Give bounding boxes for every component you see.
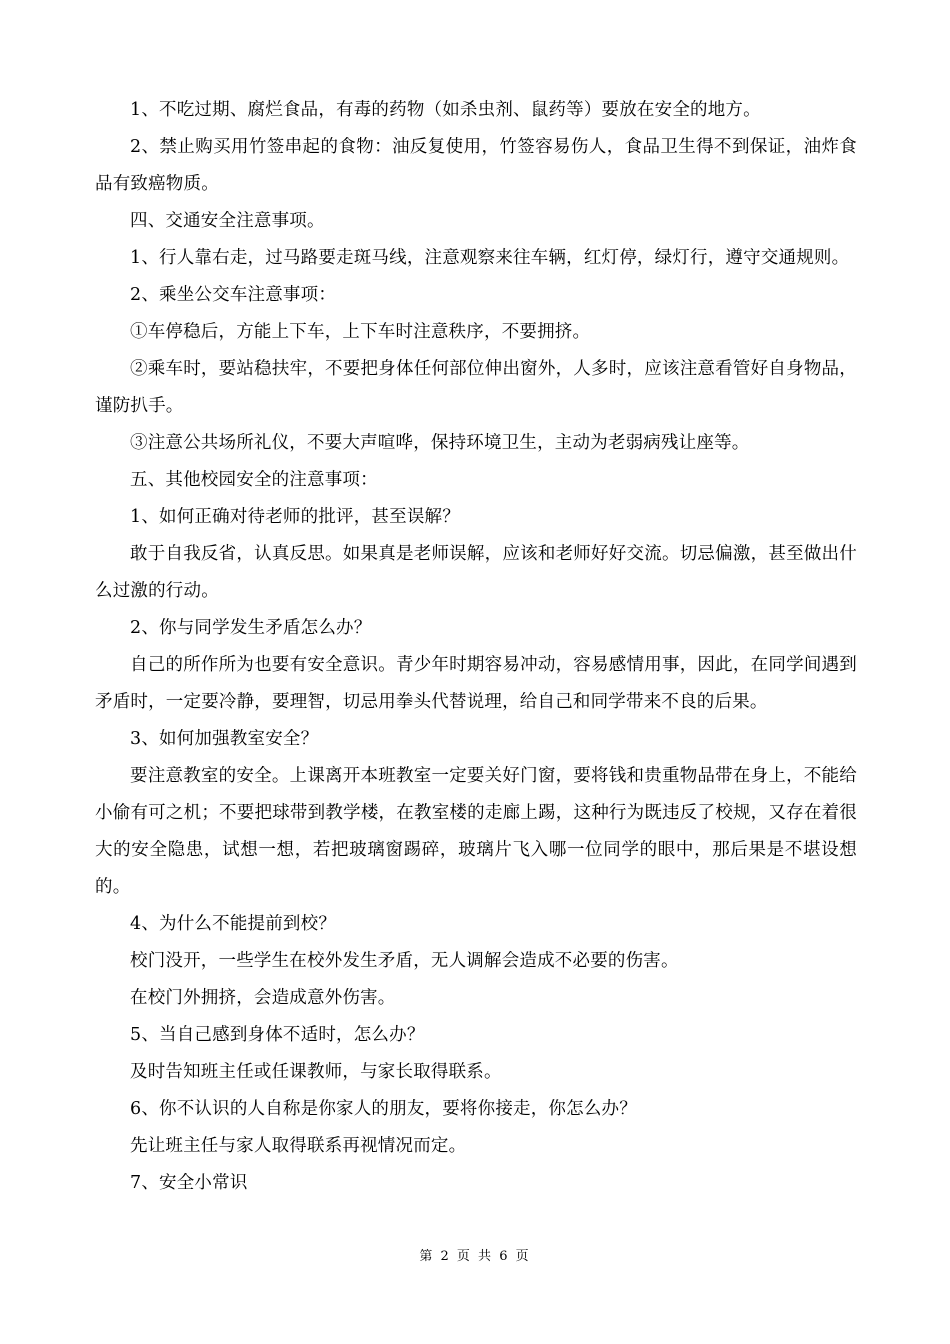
answer: 自己的所作所为也要有安全意识。青少年时期容易冲动，容易感情用事，因此，在同学间遇到矛盾时，一定要冷静，要理智，切忌用拳头代替说理，给自己和同学带来不良的后果。 <box>95 655 857 712</box>
paragraph: 1、不吃过期、腐烂食品，有毒的药物（如杀虫剂、鼠药等）要放在安全的地方。 <box>130 100 761 120</box>
paragraph: 2、禁止购买用竹签串起的食物：油反复使用，竹签容易伤人，食品卫生得不到保证，油炸食品有致癌物质。 <box>95 137 857 194</box>
document-body <box>95 92 857 1202</box>
question: 4、为什么不能提前到校？ <box>130 914 337 934</box>
question: 7、安全小常识 <box>130 1173 248 1193</box>
question: 2、你与同学发生矛盾怎么办？ <box>130 618 372 638</box>
section-heading: 四、交通安全注意事项。 <box>130 211 325 231</box>
page-footer <box>0 1245 950 1264</box>
paragraph: ②乘车时，要站稳扶牢，不要把身体任何部位伸出窗外，人多时，应该注意看管好自身物品，谨防扒手。 <box>95 359 857 416</box>
question: 6、你不认识的人自称是你家人的朋友，要将你接走，你怎么办？ <box>130 1099 637 1119</box>
question: 1、如何正确对待老师的批评，甚至误解？ <box>130 507 460 527</box>
question: 5、当自己感到身体不适时，怎么办？ <box>130 1025 425 1045</box>
page-number: 第 2 页 共 6 页 <box>419 1249 531 1264</box>
answer: 校门没开，一些学生在校外发生矛盾，无人调解会造成不必要的伤害。 <box>130 951 679 971</box>
paragraph: 1、行人靠右走，过马路要走斑马线，注意观察来往车辆，红灯停，绿灯行，遵守交通规则。 <box>130 248 850 268</box>
answer: 在校门外拥挤，会造成意外伤害。 <box>130 988 396 1008</box>
answer: 敢于自我反省，认真反思。如果真是老师误解，应该和老师好好交流。切忌偏激，甚至做出什么过激的行动。 <box>95 544 857 601</box>
answer: 要注意教室的安全。上课离开本班教室一定要关好门窗，要将钱和贵重物品带在身上，不能给小偷有可之机；不要把球带到教学楼，在教室楼的走廊上踢，这种行为既违反了校规，又存在着很大的安全隐患，试想一想，若把玻璃窗踢碎，玻璃片飞入哪一位同学的眼中，那后果是不堪设想的。 <box>95 766 857 897</box>
paragraph: ①车停稳后，方能上下车，上下车时注意秩序，不要拥挤。 <box>130 322 591 342</box>
answer: 先让班主任与家人取得联系再视情况而定。 <box>130 1136 467 1156</box>
paragraph: 2、乘坐公交车注意事项： <box>130 285 337 305</box>
paragraph: ③注意公共场所礼仪，不要大声喧哗，保持环境卫生，主动为老弱病残让座等。 <box>130 433 750 453</box>
answer: 及时告知班主任或任课教师，与家长取得联系。 <box>130 1062 502 1082</box>
question: 3、如何加强教室安全？ <box>130 729 319 749</box>
section-heading: 五、其他校园安全的注意事项： <box>130 470 378 490</box>
